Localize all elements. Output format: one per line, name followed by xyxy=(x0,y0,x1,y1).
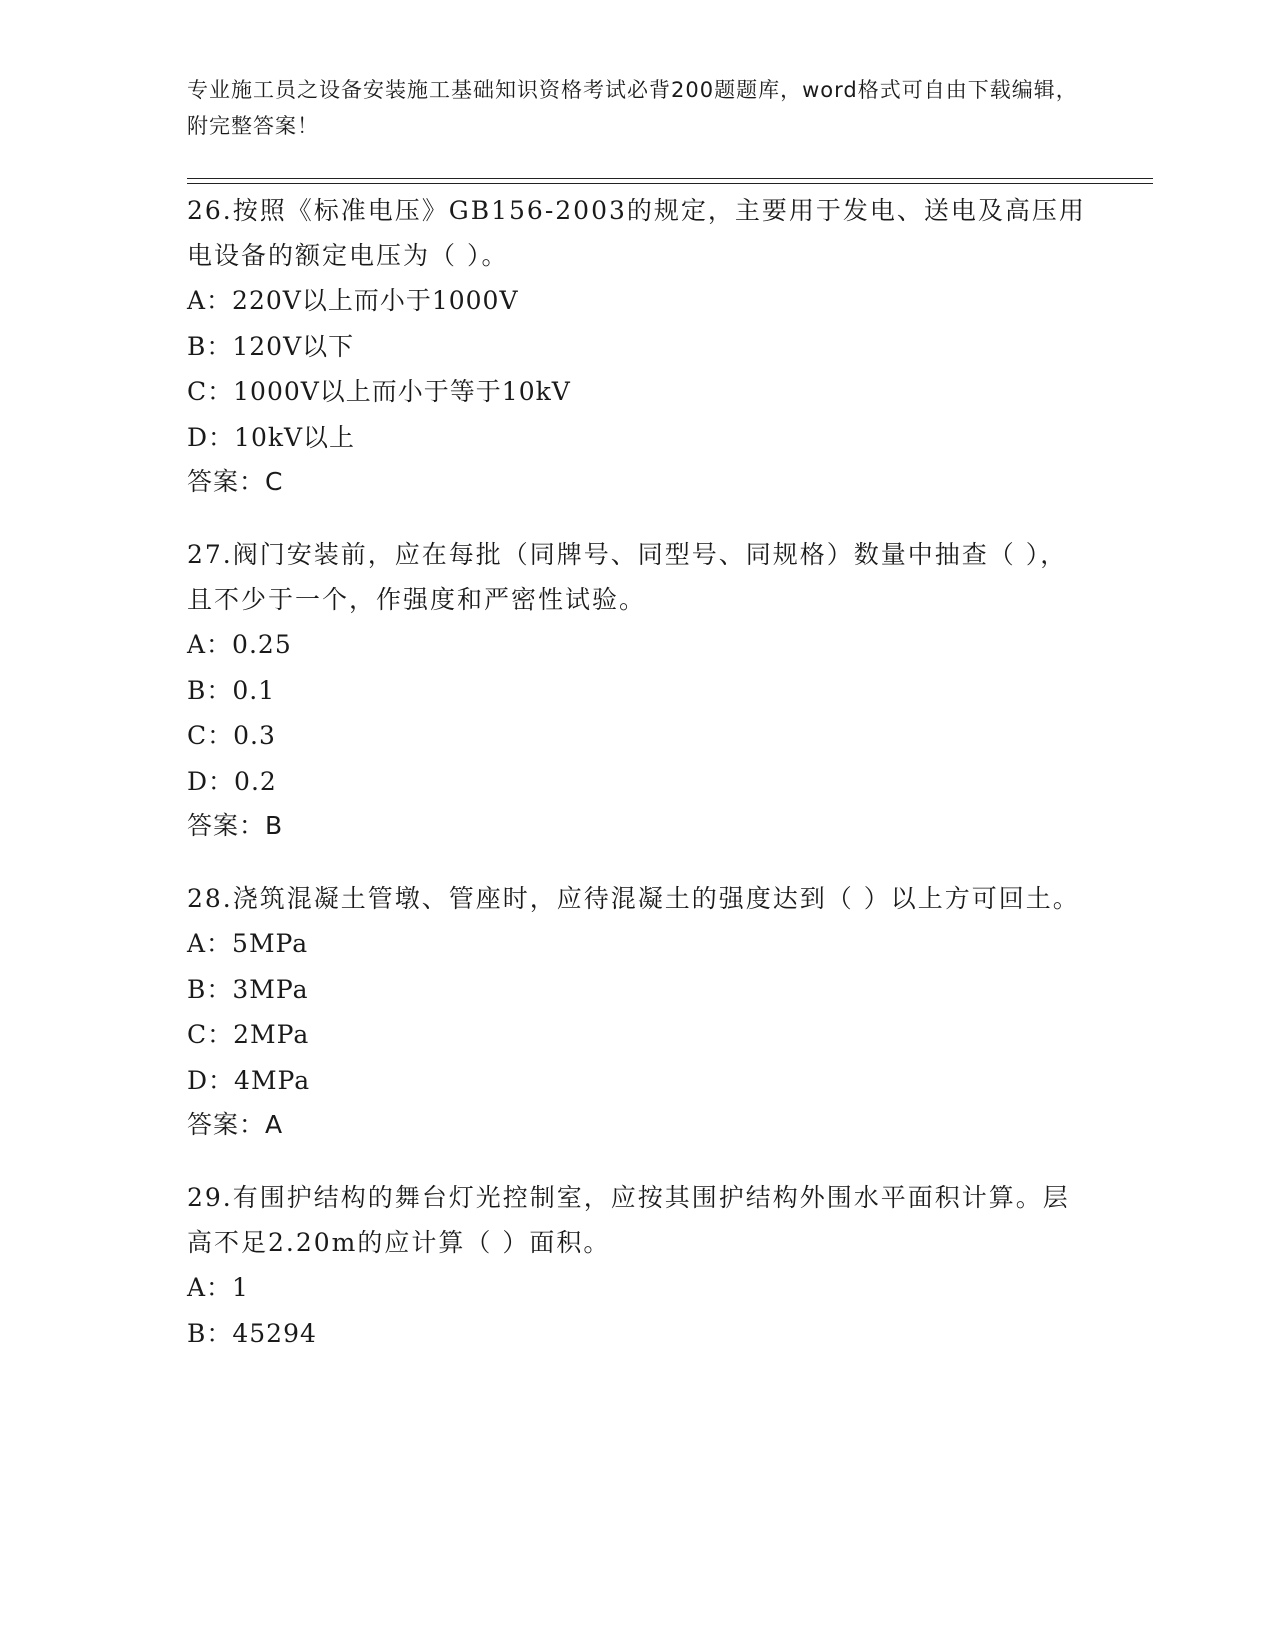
question-list xyxy=(187,188,1087,1384)
option-c: C：0.3 xyxy=(187,721,276,750)
question-text: 26.按照《标准电压》GB156-2003的规定，主要用于发电、送电及高压用电设备的额定电压为（ ）。 xyxy=(187,196,1086,270)
option-b: B：0.1 xyxy=(187,675,276,705)
option-b: B：3MPa xyxy=(187,974,309,1004)
question-27 xyxy=(187,532,1087,848)
header-divider-top xyxy=(187,178,1153,179)
option-d: D：10kV以上 xyxy=(187,422,356,452)
answer-line: 答案：C xyxy=(187,467,284,496)
option-a: A：1 xyxy=(187,1273,249,1302)
question-text: 29.有围护结构的舞台灯光控制室，应按其围护结构外围水平面积计算。层高不足2.20m的应计算（ ）面积。 xyxy=(187,1183,1070,1257)
question-29 xyxy=(187,1175,1087,1356)
question-text: 28.浇筑混凝土管墩、管座时，应待混凝土的强度达到（ ）以上方可回土。 xyxy=(187,884,1080,913)
option-d: D：0.2 xyxy=(187,766,277,796)
option-b: B：120V以下 xyxy=(187,331,355,361)
option-a: A：220V以上而小于1000V xyxy=(187,286,519,315)
answer-line: 答案：B xyxy=(187,811,284,840)
option-c: C：1000V以上而小于等于10kV xyxy=(187,377,571,406)
option-a: A：0.25 xyxy=(187,630,292,659)
option-b: B：45294 xyxy=(187,1318,317,1348)
question-28 xyxy=(187,876,1087,1147)
answer-line: 答案：A xyxy=(187,1110,284,1139)
question-text: 27.阀门安装前，应在每批（同牌号、同型号、同规格）数量中抽查（ ），且不少于一个，作强度和严密性试验。 xyxy=(187,540,1068,614)
option-c: C：2MPa xyxy=(187,1020,310,1049)
document-header: 专业施工员之设备安装施工基础知识资格考试必背200题题库，word格式可自由下载编辑，附完整答案！ xyxy=(187,78,1078,138)
header-divider-bottom xyxy=(187,183,1153,184)
question-26 xyxy=(187,188,1087,504)
option-d: D：4MPa xyxy=(187,1065,311,1095)
option-a: A：5MPa xyxy=(187,929,309,958)
